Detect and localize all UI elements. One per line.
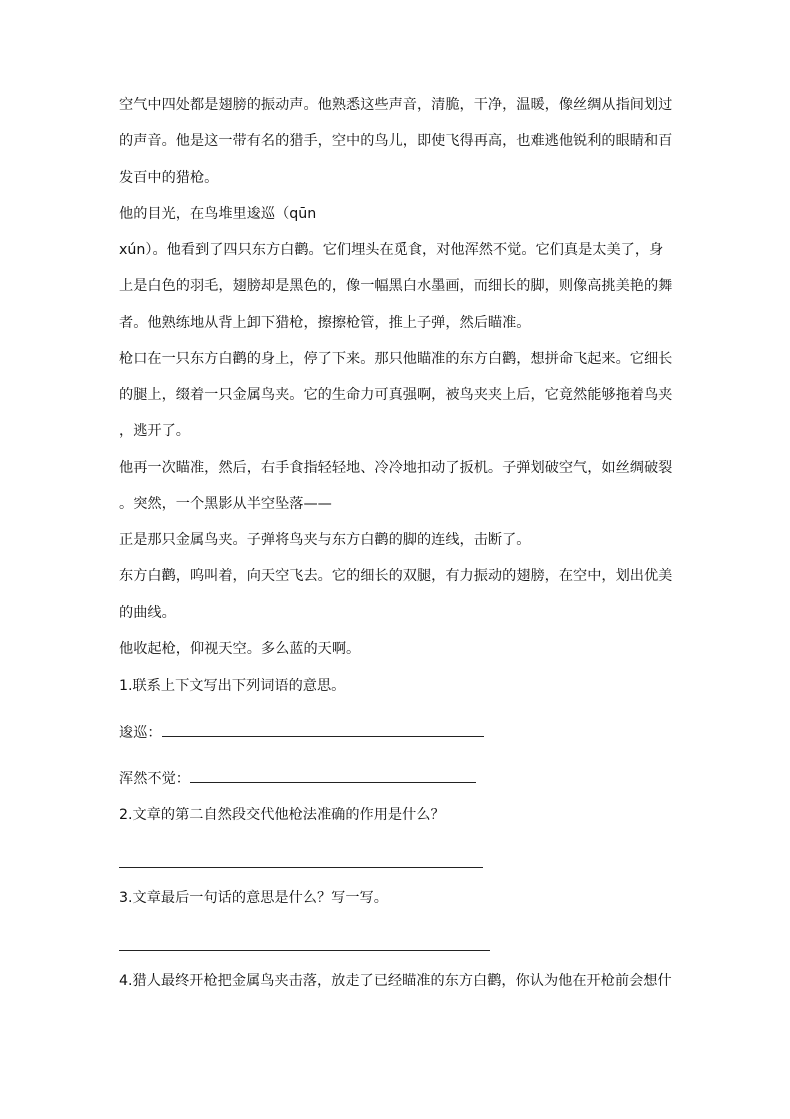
passage-line-4: 他的目光，在鸟堆里逡巡（qūn [119, 206, 317, 222]
question-3: 3.文章最后一句话的意思是什么？写一写。 [119, 890, 388, 906]
answer-blank-1b[interactable] [190, 768, 476, 783]
passage-line-9: 的腿上，缀着一只金属鸟夹。它的生命力可真强啊，被鸟夹夹上后，它竟然能够拖着鸟夹 [119, 387, 673, 403]
question-1a-label: 逡巡： [119, 725, 162, 741]
passage-line-7: 者。他熟练地从背上卸下猎枪，擦擦枪管，推上子弹，然后瞄准。 [119, 315, 531, 331]
passage-line-6: 上是白色的羽毛，翅膀却是黑色的，像一幅黑白水墨画，而细长的脚，则像高挑美艳的舞 [119, 278, 673, 294]
passage-line-15: 的曲线。 [119, 605, 176, 621]
question-1b [119, 768, 476, 789]
passage-line-10: ，逃开了。 [119, 423, 190, 439]
passage-line-12: 。突然，一个黑影从半空坠落—— [119, 496, 332, 512]
passage-line-1: 空气中四处都是翅膀的振动声。他熟悉这些声音，清脆，干净，温暖，像丝绸从指间划过 [119, 97, 673, 113]
passage-line-3: 发百中的猎枪。 [119, 170, 219, 186]
passage-line-2: 的声音。他是这一带有名的猎手，空中的鸟儿，即使飞得再高，也难逃他锐利的眼睛和百 [119, 133, 673, 149]
question-1b-label: 浑然不觉： [119, 771, 190, 787]
question-1a [119, 722, 484, 743]
passage-line-5: xún）。他看到了四只东方白鹳。它们埋头在觅食，对他浑然不觉。它们真是太美了，身 [119, 242, 664, 258]
question-2: 2.文章的第二自然段交代他枪法准确的作用是什么？ [119, 807, 445, 823]
passage-line-11: 他再一次瞄准，然后，右手食指轻轻地、冷冷地扣动了扳机。子弹划破空气，如丝绸破裂 [119, 460, 673, 476]
answer-line-3[interactable] [119, 950, 490, 951]
answer-line-2[interactable] [119, 867, 483, 868]
question-4: 4.猎人最终开枪把金属鸟夹击落，放走了已经瞄准的东方白鹳，你认为他在开枪前会想什 [119, 973, 672, 989]
question-1: 1.联系上下文写出下列词语的意思。 [119, 678, 346, 694]
passage-line-16: 他收起枪，仰视天空。多么蓝的天啊。 [119, 641, 361, 657]
passage-line-13: 正是那只金属鸟夹。子弹将鸟夹与东方白鹳的脚的连线，击断了。 [119, 532, 531, 548]
passage-line-8: 枪口在一只东方白鹳的身上，停了下来。那只他瞄准的东方白鹳，想拼命飞起来。它细长 [119, 351, 673, 367]
passage-line-14: 东方白鹳，呜叫着，向天空飞去。它的细长的双腿，有力振动的翅膀，在空中，划出优美 [119, 568, 673, 584]
answer-blank-1a[interactable] [162, 722, 484, 737]
